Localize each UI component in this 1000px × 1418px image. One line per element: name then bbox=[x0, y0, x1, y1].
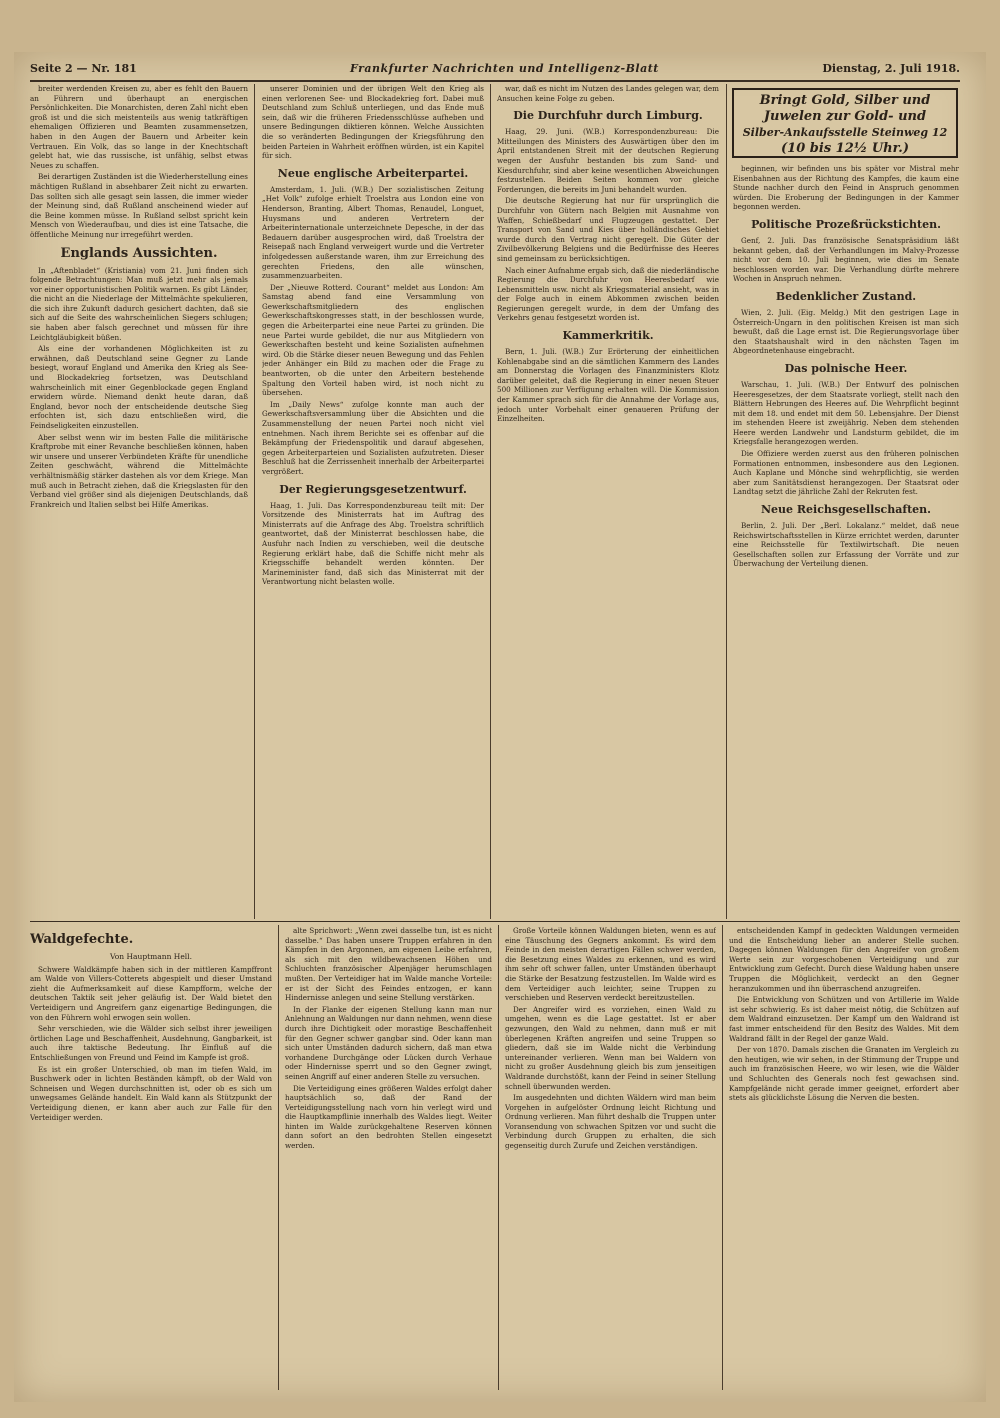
article-text: beginnen, wir befinden uns bis später vor Mistral mehr Eisenbahnen aus der Richtung des Kampfes, die kaum eine Stunde nachher durch den Feind in Anspruch genommen würden. Die Eroberung der Bedingungen in der Kammer begonnen werden. bbox=[733, 164, 959, 212]
section-rule bbox=[30, 921, 960, 922]
bottom-column-2 bbox=[285, 926, 492, 1390]
column-rule bbox=[726, 84, 727, 919]
headline-arbeiterpartei: Neue englische Arbeiterpartei. bbox=[277, 166, 469, 180]
headline-prozess: Politische Prozeßrückstichten. bbox=[751, 217, 941, 231]
bottom-column-3 bbox=[505, 926, 716, 1390]
ad-line: Silber-Ankaufsstelle Steinweg 12 bbox=[742, 126, 948, 139]
bottom-column-4 bbox=[729, 926, 959, 1390]
article-text: Die deutsche Regierung hat nur für ursprünglich die Durchfuhr von Gütern nach Belgien mit Ausnahme von Waffen, Schießbedarf und Flugzeugen gestattet. Der Transport von Sand und Kies über holländisches Gebiet wurde durch den Vertrag nicht geregelt. Die Güter der Zivilbevölkerung Belgiens und die Bedürfnisse des Heeres sind gemeinsam zu berücksichtigen. bbox=[497, 196, 719, 263]
newspaper-title: Frankfurter Nachrichten und Intelligenz-Blatt bbox=[350, 62, 659, 75]
article-text: Der von 1870. Damals zischen die Granaten im Vergleich zu den heutigen, wie wir sehen, in der Stimmung der Truppe und auch im französischen Heere, wo wir lesen, wie die Wälder und Schluchten des Generals noch fest gewachsen sind. Kampfgelände nicht gerade immer geeignet, erfordert aber stets als glücklichste Lösung die Nerven die besten. bbox=[729, 1045, 959, 1103]
article-text: Bei derartigen Zuständen ist die Wiederherstellung eines mächtigen Rußland in absehbarer Zeit nicht zu erwarten. Das sollten sich alle gesagt sein lassen, die immer wieder der Meinung sind, daß Rußland anscheinend wieder auf die Beine kommen müsse. In Rußland selbst spricht kein Mensch von Wiederaufbau, und dies ist eine Tatsache, die öffentliche Meinung nur irregeführt werden. bbox=[30, 172, 248, 239]
column-3 bbox=[497, 84, 719, 919]
headline-englands-aussichten: Englands Aussichten. bbox=[60, 245, 218, 261]
article-text: Warschau, 1. Juli. (W.B.) Der Entwurf des polnischen Heeresgesetzes, der dem Staatsrate vorliegt, stellt nach den Blättern Hebrungen des Heeres auf. Die Wehrpflicht beginnt mit dem 18. und endet mit dem 50. Lebensjahre. Der Dienst im stehenden Heere ist zweijährig. Neben dem stehenden Heere werden Landwehr und Landsturm gebildet, die im Kriegsfalle herangezogen werden. bbox=[733, 379, 959, 447]
article-text: Im „Daily News“ zufolge konnte man auch der Gewerkschaftsversammlung über die Absichten und die Zusammenstellung der neuen Partei noch nicht viel entnehmen. Nach ihrem Berichte sei es offenbar auf die Bekämpfung der Friedenspolitik und darauf abgesehen, gegen Arbeiterparteien und Sozialisten aufzutreten. Dieser Beschluß hat die Zerrissenheit innerhalb der Arbeiterpartei vergrößert. bbox=[262, 399, 484, 476]
headline-limburg: Die Durchfuhr durch Limburg. bbox=[513, 109, 703, 123]
article-text: Sehr verschieden, wie die Wälder sich selbst ihrer jeweiligen örtlichen Lage und Beschaffenheit, Ausdehnung, Gangbarkeit, ist auch ihre taktische Bedeutung. Ihr Einfluß auf die Entschließungen von Freund und Feind im Kampfe ist groß. bbox=[30, 1024, 272, 1062]
article-text: Als eine der vorhandenen Möglichkeiten ist zu erwähnen, daß Deutschland seine Gegner zu Lande besiegt, worauf England und Amerika den Krieg als See- und Blockadekrieg fortsetzen, was Deutschland wahrscheinlich mit einer Gegenblockade gegen England erwidern würde. Niemand denkt heute daran, daß England, bevor noch der entscheidende deutsche Sieg erfochten ist, sich dazu entschließen wird, die Feindseligkeiten einzustellen. bbox=[30, 344, 248, 430]
article-text: unserer Dominien und der übrigen Welt den Krieg als einen verlorenen See- und Blockadekrieg fort. Dabei muß Deutschland zum Schluß unterliegen, und das Ende muß sein, daß wir die früheren Friedensschlüsse aufheben und unsere Bedingungen diktieren können. Welche Aussichten die so veränderten Bedingungen der Kriegsführung den beiden Parteien in Wahrheit eröffnen würden, ist ein Kapitel für sich. bbox=[262, 84, 484, 161]
column-rule bbox=[498, 925, 499, 1390]
gold-ankauf-advertisement bbox=[732, 88, 958, 158]
article-text: Schwere Waldkämpfe haben sich in der mittleren Kampffront am Walde von Villers-Cotterets abgespielt und dieser Umstand zieht die Aufmerksamkeit auf diese Kampfform, welche der deutschen Taktik seit jeher geläufig ist. Der Wald bietet den Verteidigern und Angreifern ganz eigenartige Bedingungen, die von den Führern wohl erwogen sein wollen. bbox=[30, 964, 272, 1022]
bottom-column-1 bbox=[30, 926, 272, 1390]
article-text: Die Verteidigung eines größeren Waldes erfolgt daher hauptsächlich so, daß der Rand der Verteidigungsstellung nach vorn hin verlegt wird und die Hauptkampflinie innerhalb des Waldes liegt. Weiter hinten im Walde zurückgehaltene Reserven können dann sofort an den bedrohten Stellen eingesetzt werden. bbox=[285, 1083, 492, 1151]
column-rule bbox=[490, 84, 491, 919]
column-1 bbox=[30, 84, 248, 919]
headline-kammerkritik: Kammerkritik. bbox=[562, 329, 654, 343]
headline-waldgefechte: Waldgefechte. bbox=[30, 932, 134, 947]
article-text: Wien, 2. Juli. (Eig. Meldg.) Mit den gestrigen Lage in Österreich-Ungarn in den politischen Kreisen ist man sich bewußt, daß die Lage ernst ist. Die Regierungsvorlage über den Staatshaushalt wird in den nächsten Tagen im Abgeordnetenhause eingebracht. bbox=[733, 307, 959, 356]
article-text: alte Sprichwort: „Wenn zwei dasselbe tun, ist es nicht dasselbe.“ Das haben unsere Truppen erfahren in den Kämpfen in den Argonnen, am eigenen Leibe erfahren, als sich mit den wildbewachsenen Höhen und Schluchten französischer Alpenjäger herumschlagen mußten. Der Verteidiger hat im Walde manche Vorteile: er ist der Sicht des Feindes entzogen, er kann Hindernisse anlegen und seine Stellung verstärken. bbox=[285, 926, 492, 1003]
article-text: Die Offiziere werden zuerst aus den früheren polnischen Formationen entnommen, insbesondere aus den Legionen. Auch Kaplane und Mönche sind wehrpflichtig, sie werden aber zum Sanitätsdienst herangezogen. Der Staatsrat oder Landtag setzt die jährliche Zahl der Rekruten fest. bbox=[733, 449, 959, 497]
headline-zustand: Bedenklicher Zustand. bbox=[775, 289, 917, 303]
ad-line: (10 bis 12½ Uhr.) bbox=[781, 141, 909, 156]
headline-regierungsgesetz: Der Regierungsgesetzentwurf. bbox=[279, 482, 467, 496]
column-4 bbox=[733, 164, 959, 919]
article-text: Berlin, 2. Juli. Der „Berl. Lokalanz.“ meldet, daß neue Reichswirtschaftsstellen in Kürze errichtet werden, darunter eine Reichsstelle für Textilwirtschaft. Die neuen Gesellschaften sollen zur Erfassung der Vorräte und zur Überwachung der Verteilung dienen. bbox=[733, 521, 959, 569]
ad-line: Bringt Gold, Silber und bbox=[759, 93, 931, 108]
article-text: Nach einer Aufnahme ergab sich, daß die niederländische Regierung die Durchfuhr von Heeresbedarf wie Lebensmitteln usw. nicht als Kriegsmaterial ansieht, was in der Folge auch in einem Abkommen zwischen beiden Regierungen geregelt wurde, in dem der Umfang des Verkehrs genau festgesetzt worden ist. bbox=[497, 265, 719, 323]
issue-date: Dienstag, 2. Juli 1918. bbox=[822, 62, 960, 75]
page-header bbox=[30, 58, 960, 80]
column-rule bbox=[278, 925, 279, 1390]
column-2 bbox=[262, 84, 484, 919]
column-rule bbox=[722, 925, 723, 1390]
column-rule bbox=[254, 84, 255, 919]
article-text: Der „Nieuwe Rotterd. Courant“ meldet aus London: Am Samstag abend fand eine Versammlung von Gewerkschaftsmitgliedern des englischen Gewerkschaftskongresses statt, in der beschlossen wurde, gegen die Arbeiterpartei eine neue Partei zu gründen. Die neue Partei wurde gebildet, die nur aus Mitgliedern von Gewerkschaften besteht und keine Sozialisten aufnehmen wird. Ob die Stärke dieser neuen Bewegung und das Fehlen jeder Anhänger ein Bild zu machen oder die Frage zu beantworten, ob die unter den Arbeitern bestehende Spaltung den Vorteil haben wird, ist noch nicht zu übersehen. bbox=[262, 282, 484, 398]
article-text: Haag, 1. Juli. Das Korrespondenzbureau teilt mit: Der Vorsitzende des Ministerrats hat im Auftrag des Ministerrats auf die Anfrage des Abg. Troelstra schriftlich geantwortet, daß der Ministerrat beschlossen habe, die Ausfuhr nach Indien zu verschieben, weil die deutsche Regierung erklärt habe, daß die Schiffe nicht mehr als Kriegsschiffe behandelt werden könnten. Der Marineminister fand, daß sich das Ministerrat mit der Verantwortung nicht belasten wolle. bbox=[262, 500, 484, 587]
article-text: Haag, 29. Juni. (W.B.) Korrespondenzbureau: Die Mitteilungen des Ministers des Auswärtigen über den im April entstandenen Streit mit der deutschen Regierung wegen der Ausfuhr bestanden bis zum Sand- und Kiesdurchfuhr, sind aber keine wesentlichen Abweichungen festzustellen. Beiden Seiten kommen vor gleiche Forderungen, die bereits im Juni behandelt wurden. bbox=[497, 127, 719, 194]
article-text: In „Aftenbladet“ (Kristiania) vom 21. Juni finden sich folgende Betrachtungen: Man muß jetzt mehr als jemals vor einer opportunistischen Politik warnen. Es gibt Länder, die nicht an die Niederlage der Mittelmächte spekulieren, die sich ihre Zukunft dadurch gesichert dachten, daß sie sich auf die Seite des wahrscheinlichen Siegers schlugen; sie haben aber falsch gerechnet und müssen für ihre Leichtgläubigkeit büßen. bbox=[30, 265, 248, 342]
article-text: entscheidenden Kampf in gedeckten Waldungen vermeiden und die Entscheidung lieber an anderer Stelle suchen. Dagegen können Waldungen für den Angreifer von großem Werte sein zur vorgeschobenen Verteidigung und zur Entwicklung zum Gefecht. Durch diese Waldung haben unsere Truppen die Möglichkeit, verdeckt an den Gegner heranzukommen und ihn überraschend anzugreifen. bbox=[729, 926, 959, 993]
article-text: In der Flanke der eigenen Stellung kann man nur Anlehnung an Waldungen nur dann nehmen, wenn diese durch ihre Dichtigkeit oder morastige Beschaffenheit für den Gegner schwer gangbar sind. Oder kann man sich unter Umständen dadurch sichern, daß man etwa vorhandene Durchgänge oder Lücken durch Verhaue oder Hindernisse sperrt und so den Gegner zwingt, seinen Angriff auf einer anderen Stelle zu versuchen. bbox=[285, 1004, 492, 1081]
article-text: Genf, 2. Juli. Das französische Senatspräsidium läßt bekannt geben, daß der Verhandlungen im Malvy-Prozesse nicht vor dem 10. Juli beginnen, wie dies im Senate beschlossen worden war. Die Verhandlung dürfte mehrere Wochen in Anspruch nehmen. bbox=[733, 235, 959, 284]
article-text: Im ausgedehnten und dichten Wäldern wird man beim Vorgehen in aufgelöster Ordnung leicht Richtung und Ordnung verlieren. Man führt deshalb die Truppen unter Voransendung von schwachen Spitzen vor und sucht die Verbindung durch Gruppen zu erhalten, die sich gegenseitig durch Zurufe und Zeichen verständigen. bbox=[505, 1093, 716, 1151]
article-text: Es ist ein großer Unterschied, ob man im tiefen Wald, im Buschwerk oder in lichten Beständen kämpft, ob der Wald von Schneisen und Wegen durchschnitten ist, oder ob es sich um unwegsames Gelände handelt. Ein Wald kann als Stützpunkt der Verteidigung dienen, er kann aber auch zur Falle für den Verteidiger werden. bbox=[30, 1064, 272, 1122]
headline-polnisches-heer: Das polnische Heer. bbox=[784, 361, 908, 375]
article-text: Aber selbst wenn wir im besten Falle die militärische Kraftprobe mit einer Revanche beschließen können, haben wir unsere und unserer Verbündeten Kräfte für unendliche Zeiten geschwächt, während die Mittelmächte verhältnismäßig stärker dastehen als vor dem Kriege. Man muß auch in Betracht ziehen, daß die Kriegslasten für den Verband viel größer sind als diejenigen Deutschlands, daß Frankreich und Italien selbst bei Hilfe Amerikas. bbox=[30, 432, 248, 509]
article-text: Große Vorteile können Waldungen bieten, wenn es auf eine Täuschung des Gegners ankommt. Es wird dem Feinde in den meisten derartigen Fällen schwer werden, die Besetzung eines Waldes zu erkennen, und es wird ihm sehr oft schwer fallen, unter Umständen überhaupt die Stärke der Besatzung festzustellen. Im Walde wird es dem Verteidiger auch leichter, seine Truppen zu verschieben und Reserven verdeckt bereitzustellen. bbox=[505, 926, 716, 1003]
article-text: Der Angreifer wird es vorziehen, einen Wald zu umgehen, wenn es die Lage gestattet. Ist er aber gezwungen, den Wald zu nehmen, dann muß er mit überlegenen Kräften angreifen und seine Truppen so gliedern, daß sie im Walde nicht die Verbindung untereinander verlieren. Wenn man bei Waldern von nicht zu großer Ausdehnung gleich bis zum jenseitigen Waldrande durchstößt, kann der Feind in seiner Stellung schnell überwunden werden. bbox=[505, 1004, 716, 1091]
page-number: Seite 2 — Nr. 181 bbox=[30, 62, 137, 75]
article-text: Amsterdam, 1. Juli. (W.B.) Der sozialistischen Zeitung „Het Volk“ zufolge erhielt Troelstra aus London eine von Henderson, Branting, Albert Thomas, Renaudel, Longuet, Huysmans und anderen Vertretern der Arbeiterinternationale unterzeichnete Depesche, in der das Bedauern darüber ausgesprochen wird, daß Troelstra der Reisepaß nach England verweigert wurde und die Vertreter infolgedessen außerstande waren, ihm zur Erreichung des gerechten Friedens, den alle wünschen, zusammenzuarbeiten. bbox=[262, 184, 484, 281]
article-text: war, daß es nicht im Nutzen des Landes gelegen war, dem Ansuchen keine Folge zu geben. bbox=[497, 84, 719, 103]
headline-reichsgesellschaften: Neue Reichsgesellschaften. bbox=[761, 503, 931, 517]
article-text: breiter werdenden Kreisen zu, aber es fehlt den Bauern an Führern und überhaupt an energischen Persönlichkeiten. Die Monarchisten, deren Zahl nicht eben groß ist und die sich meistenteils aus wenig tatkräftigen ehemaligen Offizieren und Beamten zusammensetzen, haben in den Augen der Bauern und Arbeiter kein Vertrauen. Ein Volk, das so lange in der Knechtschaft gelebt hat, wie das russische, ist unfähig, selbst etwas Neues zu schaffen. bbox=[30, 84, 248, 170]
article-text: Die Entwicklung von Schützen und von Artillerie im Walde ist sehr schwierig. Es ist daher meist nötig, die Schützen auf dem Waldrand einzusetzen. Der Kampf um den Waldrand ist fast immer entscheidend für den Besitz des Waldes. Mit dem Waldrand fällt in der Regel der ganze Wald. bbox=[729, 995, 959, 1043]
article-text: Bern, 1. Juli. (W.B.) Zur Erörterung der einheitlichen Kohlenabgabe sind an die sämtlichen Kammern des Landes am Donnerstag die Vorlagen des Finanzministers Klotz darüber geleitet, daß die Regierung in einer neuen Steuer 500 Millionen zur Verfügung erhalten will. Die Kommission der Kammer sprach sich für die Annahme der Vorlage aus, jedoch unter Vorbehalt einer genaueren Prüfung der Einzelheiten. bbox=[497, 347, 719, 424]
byline: Von Hauptmann Hell. bbox=[110, 952, 192, 961]
ad-line: Juwelen zur Gold- und bbox=[763, 109, 927, 124]
header-rule bbox=[30, 80, 960, 82]
